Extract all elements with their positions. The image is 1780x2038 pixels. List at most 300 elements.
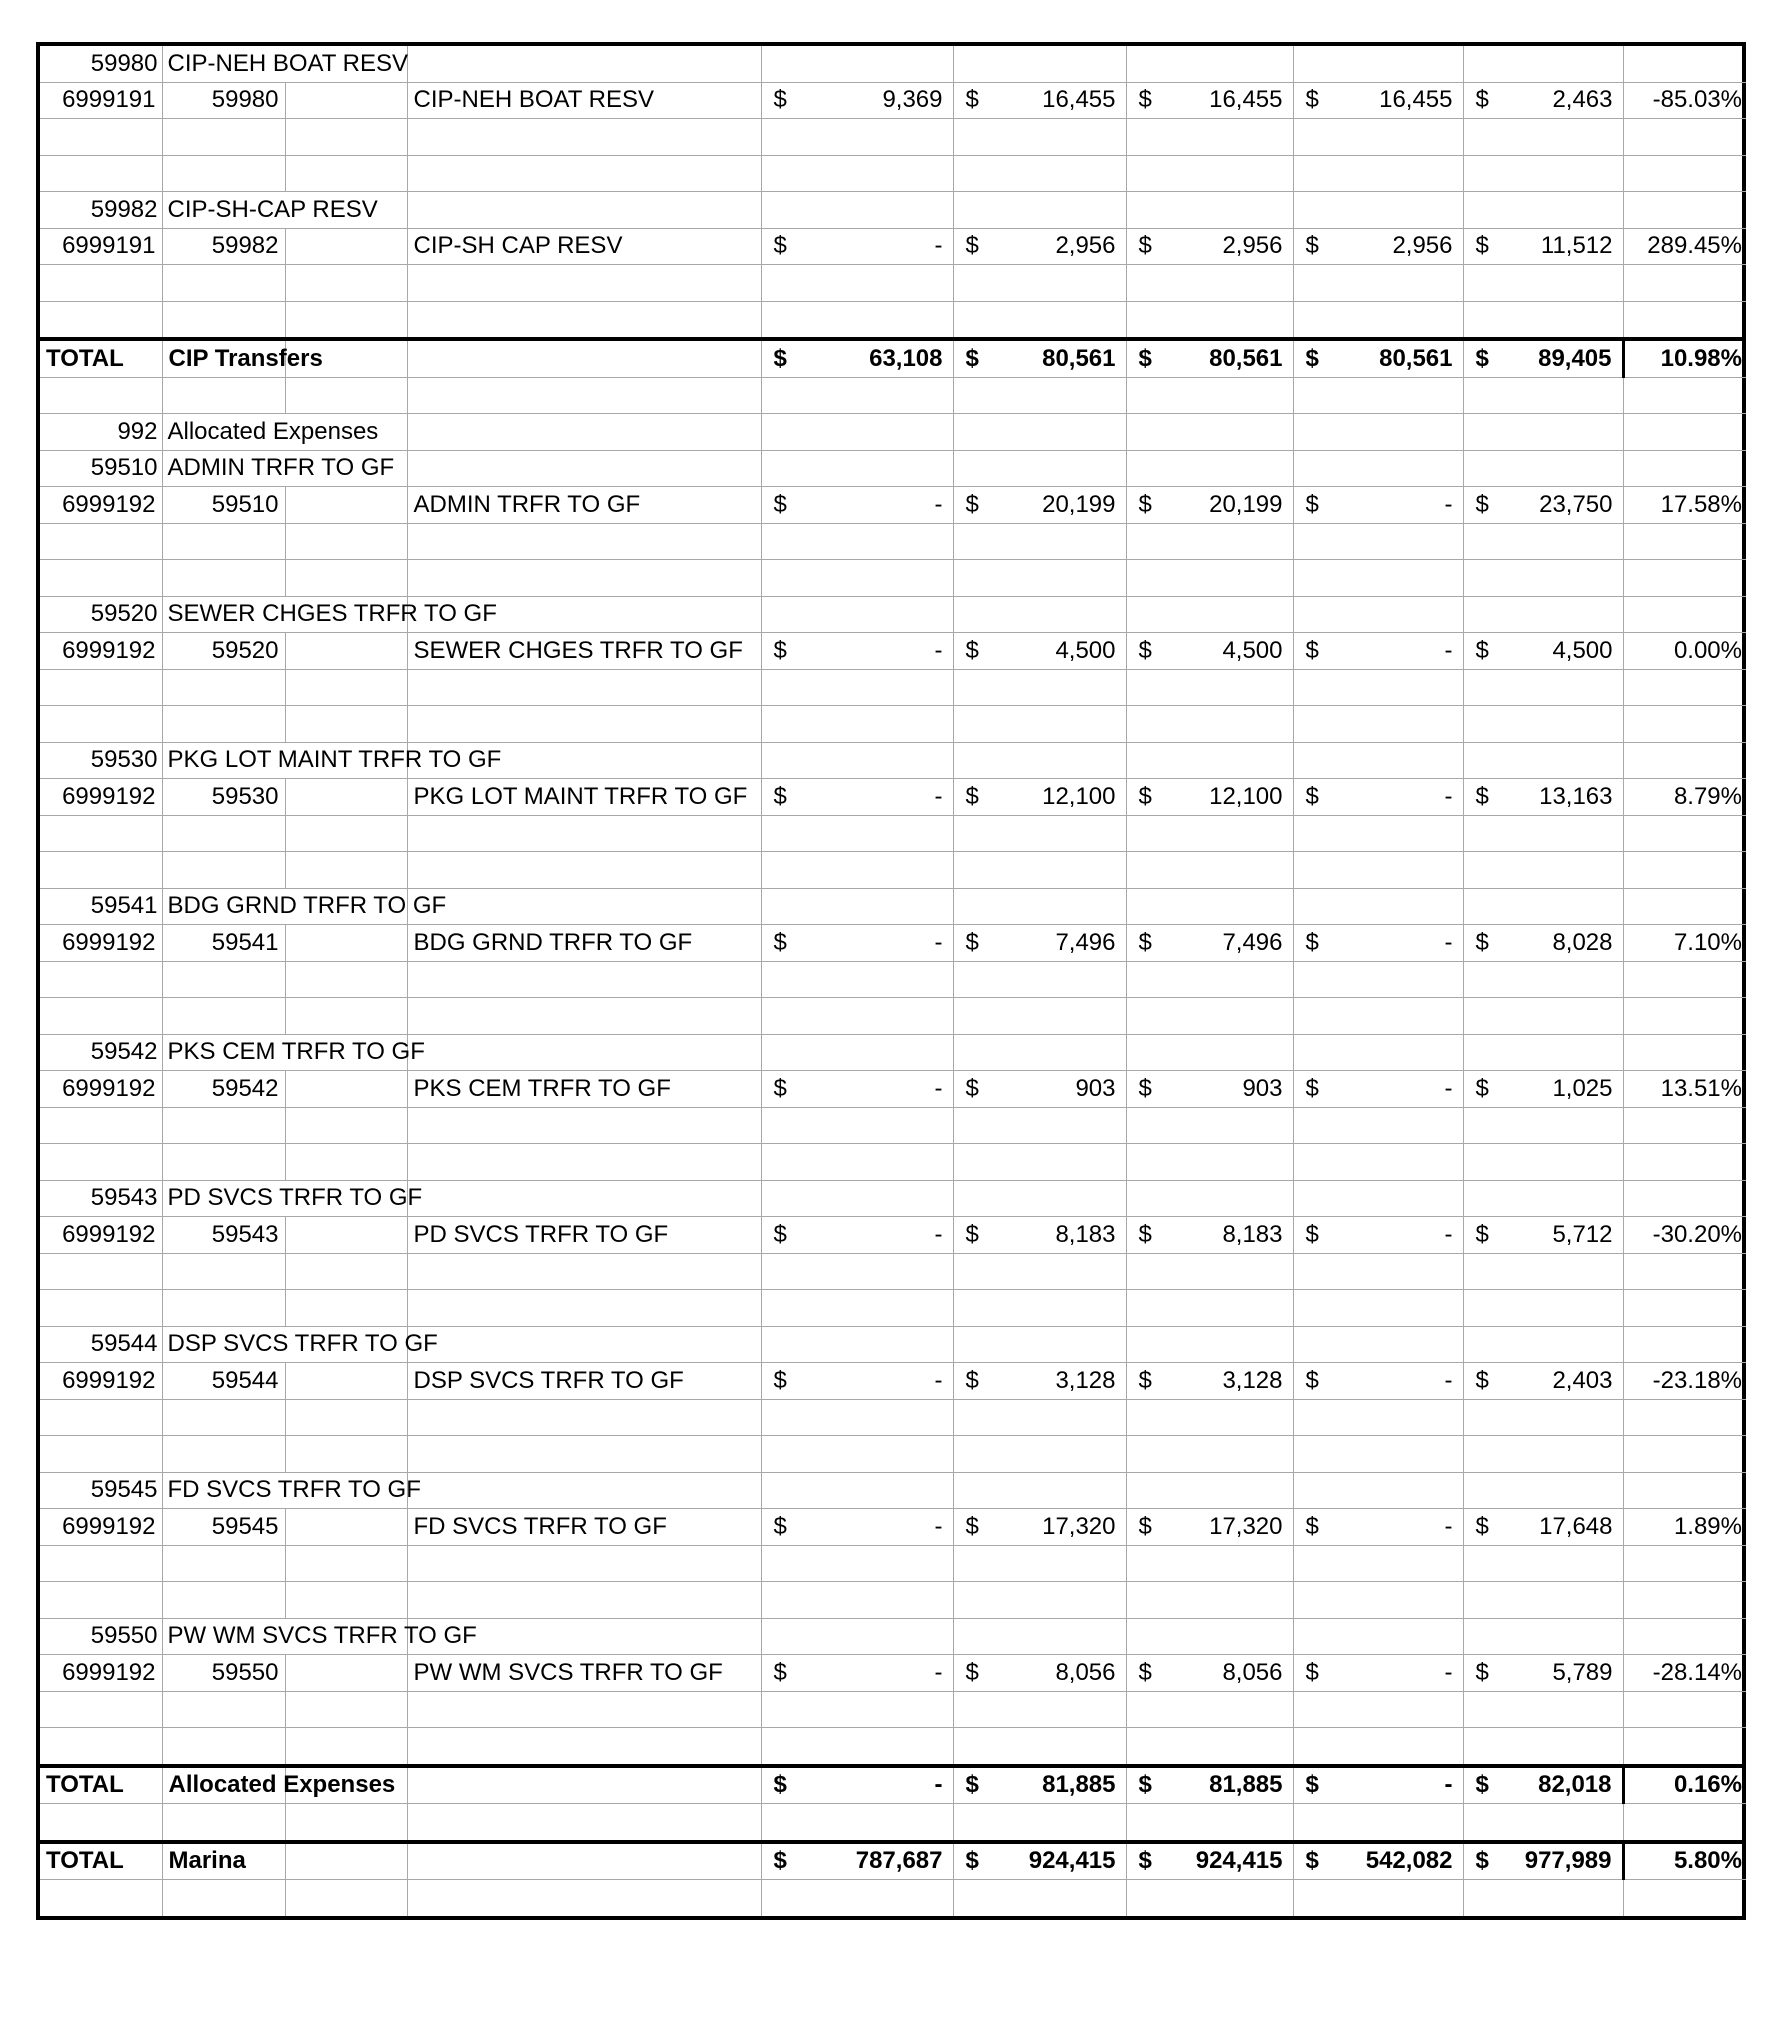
empty-cell[interactable] xyxy=(1126,414,1293,451)
empty-cell[interactable] xyxy=(1126,377,1293,414)
empty-cell[interactable] xyxy=(761,998,953,1035)
empty-cell[interactable] xyxy=(1623,192,1746,229)
empty-cell[interactable] xyxy=(953,1180,1126,1217)
empty-cell[interactable] xyxy=(1293,1290,1463,1327)
empty-cell[interactable] xyxy=(1623,1399,1746,1436)
empty-cell[interactable] xyxy=(285,487,407,524)
empty-cell[interactable] xyxy=(1623,998,1746,1035)
empty-cell[interactable] xyxy=(285,1691,407,1728)
empty-cell[interactable] xyxy=(761,1399,953,1436)
group-code[interactable]: 59542 xyxy=(40,1034,162,1071)
empty-cell[interactable] xyxy=(761,1107,953,1144)
empty-cell[interactable] xyxy=(1293,119,1463,156)
empty-cell[interactable] xyxy=(761,450,953,487)
empty-cell[interactable] xyxy=(1126,523,1293,560)
empty-cell[interactable] xyxy=(761,377,953,414)
empty-cell[interactable] xyxy=(162,1691,285,1728)
group-label[interactable] xyxy=(162,1180,423,1217)
object-code[interactable]: 59545 xyxy=(162,1509,285,1546)
amount-c1[interactable] xyxy=(761,1509,953,1546)
empty-cell[interactable] xyxy=(285,852,407,889)
empty-cell[interactable] xyxy=(162,377,285,414)
empty-cell[interactable] xyxy=(40,815,162,852)
empty-cell[interactable] xyxy=(162,998,285,1035)
amount-c2[interactable] xyxy=(953,1509,1126,1546)
amount-c1[interactable] xyxy=(761,1071,953,1108)
amount-c4[interactable] xyxy=(1293,1363,1463,1400)
total-amount-c5[interactable] xyxy=(1463,1842,1623,1880)
empty-cell[interactable] xyxy=(162,961,285,998)
object-code[interactable]: 59530 xyxy=(162,779,285,816)
amount-c3[interactable] xyxy=(1126,82,1293,119)
empty-cell[interactable] xyxy=(1293,1253,1463,1290)
amount-c5[interactable] xyxy=(1463,779,1623,816)
empty-cell[interactable] xyxy=(1463,523,1623,560)
empty-cell[interactable] xyxy=(1126,119,1293,156)
empty-cell[interactable] xyxy=(1126,1436,1293,1473)
empty-cell[interactable] xyxy=(285,1290,407,1327)
empty-cell[interactable] xyxy=(1623,377,1746,414)
empty-cell[interactable] xyxy=(953,1436,1126,1473)
amount-c1[interactable] xyxy=(761,779,953,816)
empty-cell[interactable] xyxy=(1293,1399,1463,1436)
org-code[interactable]: 6999191 xyxy=(40,228,162,265)
empty-cell[interactable] xyxy=(407,852,761,889)
amount-c1[interactable] xyxy=(761,925,953,962)
empty-cell[interactable] xyxy=(162,1728,285,1766)
empty-cell[interactable] xyxy=(953,706,1126,743)
empty-cell[interactable] xyxy=(953,1472,1126,1509)
empty-cell[interactable] xyxy=(1293,1728,1463,1766)
empty-cell[interactable] xyxy=(40,119,162,156)
group-code[interactable]: 59982 xyxy=(40,192,162,229)
empty-cell[interactable] xyxy=(407,1472,761,1509)
empty-cell[interactable] xyxy=(1126,596,1293,633)
empty-cell[interactable] xyxy=(761,1804,953,1842)
empty-cell[interactable] xyxy=(407,414,761,451)
amount-c2[interactable] xyxy=(953,1363,1126,1400)
group-label[interactable] xyxy=(162,1034,425,1071)
total-amount-c4[interactable] xyxy=(1293,1842,1463,1880)
empty-cell[interactable] xyxy=(407,1180,761,1217)
empty-cell[interactable] xyxy=(1293,523,1463,560)
empty-cell[interactable] xyxy=(1293,1144,1463,1181)
empty-cell[interactable] xyxy=(407,119,761,156)
amount-c3[interactable] xyxy=(1126,925,1293,962)
empty-cell[interactable] xyxy=(1463,265,1623,302)
empty-cell[interactable] xyxy=(1293,377,1463,414)
empty-cell[interactable] xyxy=(953,192,1126,229)
empty-cell[interactable] xyxy=(162,265,285,302)
amount-c4[interactable] xyxy=(1293,1509,1463,1546)
empty-cell[interactable] xyxy=(285,1655,407,1692)
empty-cell[interactable] xyxy=(162,1804,285,1842)
empty-cell[interactable] xyxy=(1623,1253,1746,1290)
empty-cell[interactable] xyxy=(953,815,1126,852)
empty-cell[interactable] xyxy=(1623,1144,1746,1181)
group-label[interactable] xyxy=(162,1326,438,1363)
empty-cell[interactable] xyxy=(407,706,761,743)
empty-cell[interactable] xyxy=(1463,815,1623,852)
amount-c3[interactable] xyxy=(1126,1509,1293,1546)
empty-cell[interactable] xyxy=(40,301,162,339)
empty-cell[interactable] xyxy=(1293,1582,1463,1619)
empty-cell[interactable] xyxy=(761,1290,953,1327)
total-name[interactable]: Allocated Expenses xyxy=(162,1766,285,1804)
group-label[interactable] xyxy=(162,742,502,779)
amount-c5[interactable] xyxy=(1463,82,1623,119)
empty-cell[interactable] xyxy=(1463,706,1623,743)
org-code[interactable]: 6999192 xyxy=(40,779,162,816)
empty-cell[interactable] xyxy=(285,82,407,119)
empty-cell[interactable] xyxy=(407,1766,761,1804)
empty-cell[interactable] xyxy=(1623,852,1746,889)
group-code[interactable]: 59510 xyxy=(40,450,162,487)
group-code[interactable]: 59544 xyxy=(40,1326,162,1363)
empty-cell[interactable] xyxy=(761,669,953,706)
empty-cell[interactable] xyxy=(1293,155,1463,192)
empty-cell[interactable] xyxy=(1126,450,1293,487)
empty-cell[interactable] xyxy=(407,1290,761,1327)
empty-cell[interactable] xyxy=(40,523,162,560)
empty-cell[interactable] xyxy=(40,377,162,414)
total-amount-c2[interactable] xyxy=(953,1842,1126,1880)
amount-c1[interactable] xyxy=(761,633,953,670)
group-code[interactable]: 59550 xyxy=(40,1618,162,1655)
empty-cell[interactable] xyxy=(1463,1180,1623,1217)
total-percent-change[interactable]: 5.80% xyxy=(1623,1842,1746,1880)
empty-cell[interactable] xyxy=(1293,1326,1463,1363)
empty-cell[interactable] xyxy=(1293,1034,1463,1071)
amount-c3[interactable] xyxy=(1126,1363,1293,1400)
empty-cell[interactable] xyxy=(761,155,953,192)
empty-cell[interactable] xyxy=(1293,1618,1463,1655)
total-amount-c4[interactable] xyxy=(1293,339,1463,377)
empty-cell[interactable] xyxy=(1293,1691,1463,1728)
empty-cell[interactable] xyxy=(1293,192,1463,229)
empty-cell[interactable] xyxy=(761,1436,953,1473)
amount-c2[interactable] xyxy=(953,487,1126,524)
empty-cell[interactable] xyxy=(1293,596,1463,633)
amount-c2[interactable] xyxy=(953,779,1126,816)
empty-cell[interactable] xyxy=(1463,1472,1623,1509)
empty-cell[interactable] xyxy=(1126,1880,1293,1916)
total-percent-change[interactable]: 10.98% xyxy=(1623,339,1746,377)
empty-cell[interactable] xyxy=(1126,192,1293,229)
empty-cell[interactable] xyxy=(1126,301,1293,339)
empty-cell[interactable] xyxy=(1293,669,1463,706)
empty-cell[interactable] xyxy=(1126,1326,1293,1363)
amount-c5[interactable] xyxy=(1463,1071,1623,1108)
empty-cell[interactable] xyxy=(1463,888,1623,925)
empty-cell[interactable] xyxy=(761,1618,953,1655)
empty-cell[interactable] xyxy=(407,1144,761,1181)
empty-cell[interactable] xyxy=(162,301,285,339)
empty-cell[interactable] xyxy=(285,925,407,962)
amount-c5[interactable] xyxy=(1463,633,1623,670)
empty-cell[interactable] xyxy=(1293,46,1463,82)
amount-c3[interactable] xyxy=(1126,1217,1293,1254)
group-code[interactable]: 59541 xyxy=(40,888,162,925)
empty-cell[interactable] xyxy=(285,1363,407,1400)
empty-cell[interactable] xyxy=(407,377,761,414)
group-code[interactable]: 992 xyxy=(40,414,162,451)
amount-c1[interactable] xyxy=(761,487,953,524)
empty-cell[interactable] xyxy=(162,1253,285,1290)
empty-cell[interactable] xyxy=(407,888,761,925)
empty-cell[interactable] xyxy=(162,119,285,156)
org-code[interactable]: 6999192 xyxy=(40,633,162,670)
amount-c3[interactable] xyxy=(1126,1655,1293,1692)
empty-cell[interactable] xyxy=(1623,265,1746,302)
empty-cell[interactable] xyxy=(953,742,1126,779)
empty-cell[interactable] xyxy=(407,1253,761,1290)
empty-cell[interactable] xyxy=(1293,742,1463,779)
empty-cell[interactable] xyxy=(1126,1472,1293,1509)
percent-change[interactable]: -85.03% xyxy=(1623,82,1746,119)
empty-cell[interactable] xyxy=(1126,1290,1293,1327)
empty-cell[interactable] xyxy=(1463,414,1623,451)
empty-cell[interactable] xyxy=(1126,1582,1293,1619)
empty-cell[interactable] xyxy=(761,1880,953,1916)
empty-cell[interactable] xyxy=(1463,1691,1623,1728)
empty-cell[interactable] xyxy=(761,1180,953,1217)
empty-cell[interactable] xyxy=(953,301,1126,339)
empty-cell[interactable] xyxy=(40,1582,162,1619)
empty-cell[interactable] xyxy=(1126,1399,1293,1436)
empty-cell[interactable] xyxy=(1126,669,1293,706)
empty-cell[interactable] xyxy=(1463,1618,1623,1655)
amount-c2[interactable] xyxy=(953,82,1126,119)
amount-c2[interactable] xyxy=(953,633,1126,670)
description[interactable]: ADMIN TRFR TO GF xyxy=(407,487,761,524)
amount-c5[interactable] xyxy=(1463,925,1623,962)
total-amount-c5[interactable] xyxy=(1463,339,1623,377)
empty-cell[interactable] xyxy=(761,1545,953,1582)
empty-cell[interactable] xyxy=(285,1728,407,1766)
empty-cell[interactable] xyxy=(407,1436,761,1473)
group-label[interactable] xyxy=(162,1618,477,1655)
amount-c1[interactable] xyxy=(761,1217,953,1254)
empty-cell[interactable] xyxy=(761,815,953,852)
empty-cell[interactable] xyxy=(1463,119,1623,156)
empty-cell[interactable] xyxy=(1293,998,1463,1035)
empty-cell[interactable] xyxy=(285,1399,407,1436)
empty-cell[interactable] xyxy=(953,669,1126,706)
empty-cell[interactable] xyxy=(953,1326,1126,1363)
empty-cell[interactable] xyxy=(285,1545,407,1582)
empty-cell[interactable] xyxy=(1126,1618,1293,1655)
empty-cell[interactable] xyxy=(1463,961,1623,998)
amount-c2[interactable] xyxy=(953,925,1126,962)
empty-cell[interactable] xyxy=(285,998,407,1035)
empty-cell[interactable] xyxy=(162,1107,285,1144)
empty-cell[interactable] xyxy=(1463,377,1623,414)
empty-cell[interactable] xyxy=(1623,888,1746,925)
empty-cell[interactable] xyxy=(953,1691,1126,1728)
empty-cell[interactable] xyxy=(1293,1880,1463,1916)
empty-cell[interactable] xyxy=(1293,852,1463,889)
empty-cell[interactable] xyxy=(1623,1804,1746,1842)
empty-cell[interactable] xyxy=(953,961,1126,998)
empty-cell[interactable] xyxy=(953,596,1126,633)
empty-cell[interactable] xyxy=(1623,742,1746,779)
empty-cell[interactable] xyxy=(1623,1034,1746,1071)
group-label[interactable] xyxy=(162,1472,421,1509)
empty-cell[interactable] xyxy=(1623,1618,1746,1655)
percent-change[interactable]: 1.89% xyxy=(1623,1509,1746,1546)
amount-c4[interactable] xyxy=(1293,779,1463,816)
empty-cell[interactable] xyxy=(1293,301,1463,339)
empty-cell[interactable] xyxy=(285,633,407,670)
empty-cell[interactable] xyxy=(285,1107,407,1144)
object-code[interactable]: 59980 xyxy=(162,82,285,119)
empty-cell[interactable] xyxy=(1623,523,1746,560)
empty-cell[interactable] xyxy=(1623,1290,1746,1327)
object-code[interactable]: 59542 xyxy=(162,1071,285,1108)
empty-cell[interactable] xyxy=(285,1253,407,1290)
empty-cell[interactable] xyxy=(953,1880,1126,1916)
empty-cell[interactable] xyxy=(1623,815,1746,852)
empty-cell[interactable] xyxy=(40,1253,162,1290)
empty-cell[interactable] xyxy=(1126,1107,1293,1144)
amount-c3[interactable] xyxy=(1126,779,1293,816)
empty-cell[interactable] xyxy=(407,1034,761,1071)
empty-cell[interactable] xyxy=(953,523,1126,560)
object-code[interactable]: 59520 xyxy=(162,633,285,670)
empty-cell[interactable] xyxy=(40,1436,162,1473)
empty-cell[interactable] xyxy=(407,1326,761,1363)
empty-cell[interactable] xyxy=(285,1582,407,1619)
empty-cell[interactable] xyxy=(1293,414,1463,451)
empty-cell[interactable] xyxy=(285,961,407,998)
empty-cell[interactable] xyxy=(1293,1107,1463,1144)
empty-cell[interactable] xyxy=(761,852,953,889)
empty-cell[interactable] xyxy=(1463,596,1623,633)
empty-cell[interactable] xyxy=(1293,560,1463,597)
empty-cell[interactable] xyxy=(40,1290,162,1327)
empty-cell[interactable] xyxy=(1623,155,1746,192)
empty-cell[interactable] xyxy=(761,414,953,451)
empty-cell[interactable] xyxy=(407,998,761,1035)
amount-c4[interactable] xyxy=(1293,1217,1463,1254)
empty-cell[interactable] xyxy=(953,450,1126,487)
empty-cell[interactable] xyxy=(407,1842,761,1880)
empty-cell[interactable] xyxy=(1126,46,1293,82)
empty-cell[interactable] xyxy=(953,888,1126,925)
empty-cell[interactable] xyxy=(285,1217,407,1254)
group-code[interactable]: 59545 xyxy=(40,1472,162,1509)
description[interactable]: DSP SVCS TRFR TO GF xyxy=(407,1363,761,1400)
empty-cell[interactable] xyxy=(1463,1034,1623,1071)
empty-cell[interactable] xyxy=(40,998,162,1035)
empty-cell[interactable] xyxy=(761,1326,953,1363)
description[interactable]: SEWER CHGES TRFR TO GF xyxy=(407,633,761,670)
empty-cell[interactable] xyxy=(1126,1804,1293,1842)
empty-cell[interactable] xyxy=(162,1880,285,1916)
empty-cell[interactable] xyxy=(761,1034,953,1071)
amount-c5[interactable] xyxy=(1463,1363,1623,1400)
empty-cell[interactable] xyxy=(407,523,761,560)
empty-cell[interactable] xyxy=(162,523,285,560)
amount-c2[interactable] xyxy=(953,1071,1126,1108)
org-code[interactable]: 6999192 xyxy=(40,487,162,524)
object-code[interactable]: 59543 xyxy=(162,1217,285,1254)
total-name[interactable]: CIP Transfers xyxy=(162,339,285,377)
total-name[interactable]: Marina xyxy=(162,1842,285,1880)
amount-c4[interactable] xyxy=(1293,633,1463,670)
org-code[interactable]: 6999192 xyxy=(40,1071,162,1108)
description[interactable]: CIP-SH CAP RESV xyxy=(407,228,761,265)
empty-cell[interactable] xyxy=(162,1582,285,1619)
object-code[interactable]: 59510 xyxy=(162,487,285,524)
object-code[interactable]: 59550 xyxy=(162,1655,285,1692)
empty-cell[interactable] xyxy=(953,46,1126,82)
empty-cell[interactable] xyxy=(1463,46,1623,82)
percent-change[interactable]: -23.18% xyxy=(1623,1363,1746,1400)
empty-cell[interactable] xyxy=(761,119,953,156)
empty-cell[interactable] xyxy=(162,155,285,192)
empty-cell[interactable] xyxy=(1463,1290,1623,1327)
empty-cell[interactable] xyxy=(953,998,1126,1035)
empty-cell[interactable] xyxy=(285,669,407,706)
empty-cell[interactable] xyxy=(1623,1545,1746,1582)
empty-cell[interactable] xyxy=(761,265,953,302)
empty-cell[interactable] xyxy=(1126,265,1293,302)
empty-cell[interactable] xyxy=(761,1472,953,1509)
empty-cell[interactable] xyxy=(1293,1804,1463,1842)
empty-cell[interactable] xyxy=(40,265,162,302)
org-code[interactable]: 6999192 xyxy=(40,1509,162,1546)
empty-cell[interactable] xyxy=(162,1290,285,1327)
empty-cell[interactable] xyxy=(1623,1691,1746,1728)
empty-cell[interactable] xyxy=(1126,742,1293,779)
empty-cell[interactable] xyxy=(953,1034,1126,1071)
empty-cell[interactable] xyxy=(1126,1253,1293,1290)
empty-cell[interactable] xyxy=(953,1107,1126,1144)
empty-cell[interactable] xyxy=(162,706,285,743)
empty-cell[interactable] xyxy=(285,301,407,339)
empty-cell[interactable] xyxy=(285,1071,407,1108)
empty-cell[interactable] xyxy=(1463,301,1623,339)
empty-cell[interactable] xyxy=(1293,1180,1463,1217)
empty-cell[interactable] xyxy=(1463,450,1623,487)
empty-cell[interactable] xyxy=(953,414,1126,451)
group-label[interactable] xyxy=(162,596,497,633)
amount-c2[interactable] xyxy=(953,1655,1126,1692)
group-code[interactable]: 59543 xyxy=(40,1180,162,1217)
empty-cell[interactable] xyxy=(285,377,407,414)
empty-cell[interactable] xyxy=(1623,1436,1746,1473)
empty-cell[interactable] xyxy=(1463,1107,1623,1144)
empty-cell[interactable] xyxy=(1623,1582,1746,1619)
empty-cell[interactable] xyxy=(953,1290,1126,1327)
group-code[interactable]: 59520 xyxy=(40,596,162,633)
empty-cell[interactable] xyxy=(1463,1880,1623,1916)
empty-cell[interactable] xyxy=(1623,450,1746,487)
percent-change[interactable]: -30.20% xyxy=(1623,1217,1746,1254)
empty-cell[interactable] xyxy=(1293,1472,1463,1509)
empty-cell[interactable] xyxy=(1126,998,1293,1035)
empty-cell[interactable] xyxy=(1293,706,1463,743)
group-label[interactable] xyxy=(162,450,395,487)
empty-cell[interactable] xyxy=(1126,560,1293,597)
empty-cell[interactable] xyxy=(1126,1034,1293,1071)
object-code[interactable]: 59541 xyxy=(162,925,285,962)
empty-cell[interactable] xyxy=(40,706,162,743)
empty-cell[interactable] xyxy=(407,450,761,487)
empty-cell[interactable] xyxy=(953,155,1126,192)
